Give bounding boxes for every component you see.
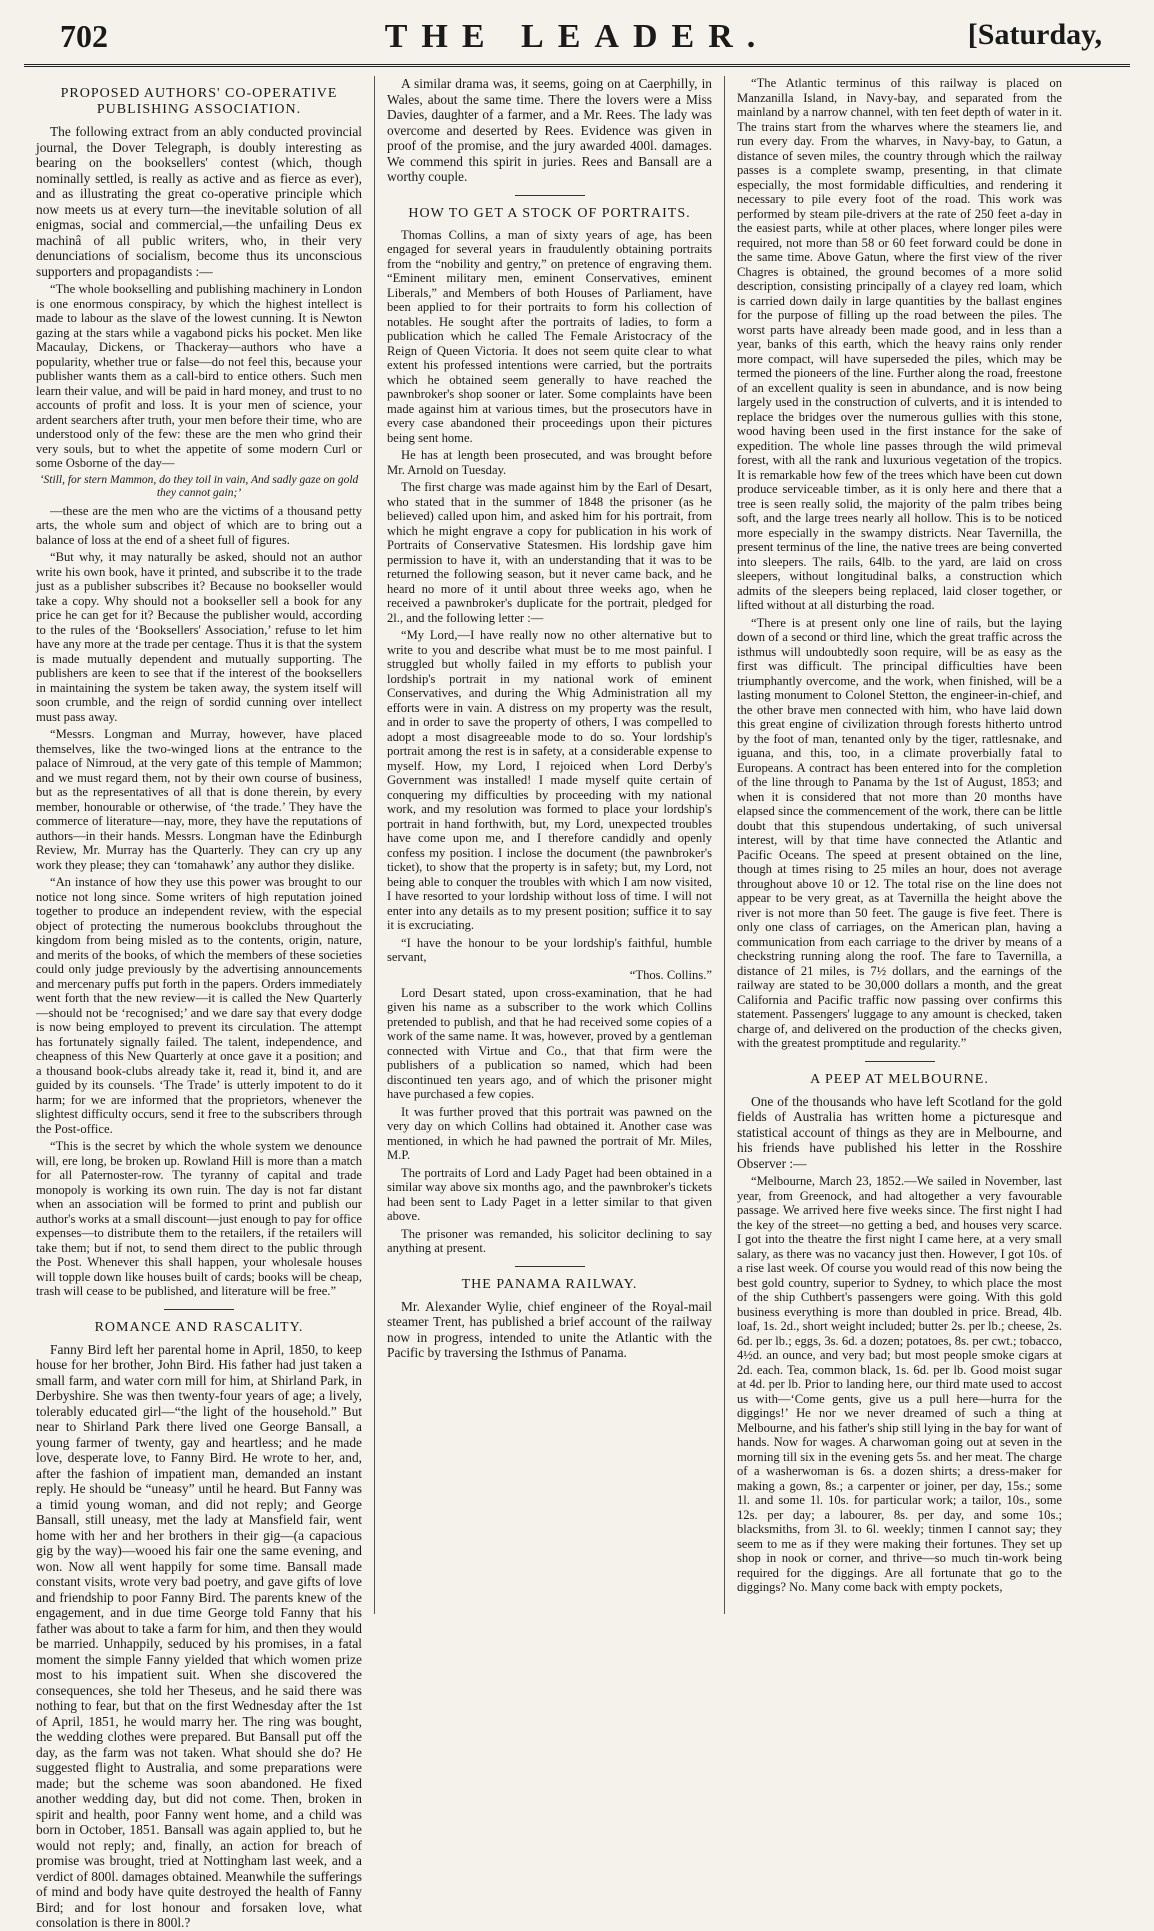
quoted-paragraph: “The Atlantic terminus of this railway is placed on Manzanilla Island, in Navy-bay, and separated from the mainland by a narrow channel, with ten feet depth of water in it. The trains start from the wharves where the steamers lie, and run every day. From the wharves, in Navy-bay, to Gatun, a distance of seven miles, the country through which the railway passes is a complete swamp, presenting, in that climate especially, the most formidable difficulties, and rendering it necessary to pile every foot of the road. This work was performed by steam pile-drivers at the rate of 250 feet a-day in the easiest parts, while at other places, where longer piles were required, not more than 58 or 60 feet forward could be done in the same time. Above Gatun, where the first view of the river Chagres is obtained, the ground becomes of a more solid description, consisting principally of a clayey red loam, which is carried down daily in large quantities by the ballast engines for the purpose of filling up the road between the piles. The worst parts have already been made good, and in less than a year, banks of this earth, which the heavy rains only render more compact, will have superseded the piles, which may be termed the pioneers of the line. Further along the road, freestone of an excellent quality is seen in abundance, and is now being largely used in the construction of culverts, and it is intended to replace the bridges over the numerous gullies with this stone, wood having been used in the first instance for the sake of expedition. The whole line passes through the wild primeval forest, with all the rank and luxurious vegetation of the tropics. It is remarkable how few of the trees which have been cut down produce serviceable timber, as it is only here and there that a tree is seen really solid, the majority of the palm tribes being soft, and the large trees nearly all hollow. This is to be noticed more especially in the swampy districts. Near Tavernilla, the present terminus of the line, the native trees are being converted into sleepers. The rails, 64lb. to the yard, are laid on cross sleepers, without longitudinal balks, a construction which admits of the sleepers being replaced, laid closer together, or lifted without at all disturbing the road. — [737, 76, 1062, 612]
paragraph: Lord Desart stated, upon cross-examination, that he had given his name as a subscriber to the work which Collins pretended to publish, and that he had received some copies of a work of the same name. It was, however, proved by a gentleman connected with Virtue and Co., that that firm were the publishers of a publication so named, which had been discontinued ten years ago, and of which the prisoner might have purchased a few copies. — [387, 985, 712, 1101]
article-title: HOW TO GET A STOCK OF PORTRAITS. — [408, 205, 691, 221]
paragraph: The first charge was made against him by the Earl of Desart, who stated that in the summer of 1848 the prisoner (as he believed) called upon him, and asked him for his portrait, from which he might engrave a copy for publication in his work of Portraits of Conservative Statesmen. His lordship gave him permission to have it, with an understanding that it was to be returned the following season, but it never came back, and he heard no more of it until about three weeks ago, when he received a pawnbroker's duplicate for the portrait, pledged for 2l., and the following letter :— — [387, 480, 712, 625]
quoted-paragraph: “An instance of how they use this power was brought to our notice not long since. Some writers of high reputation joined together to produce an independent review, with the especial object of protecting the numerous bookclubs throughout the kingdom from being misled as to the contents, origin, nature, and merits of the books, of which the members of these societies could only judge previously by the advertising announcements and mercenary puffs put forth in the papers. Orders immediately went forth that the new review—it is called the New Quarterly—should not be ‘recognised;’ and we dare say that every dodge is now being employed to prevent its circulation. The attempt has fortunately signally failed. The talent, independence, and cheapness of this New Quarterly at once gave it a position; and a thousand book-clubs already take it, read it, bind it, and are guided by its counsels. ‘The Trade’ is utterly impotent to do it harm; for we are informed that the proprietors, whenever the slightest difficulty occurs, send it free to the subscribers through the Post-office. — [36, 875, 362, 1136]
quoted-paragraph: “This is the secret by which the whole system we denounce will, ere long, be broken up. Rowland Hill is more than a match for all Paternoster-row. The tyranny of capital and trade monopoly is working its own ruin. The day is not far distant when an association will be formed to print and publish our author's works at a small discount—just enough to pay for office expenses—to distribute them to the retailers, if the retailers will take them; but if not, to send them direct to the public through the Post. Whenever this shall happen, your wholesale houses will topple down like houses built of cards; books will be cheap, trash will cease to be published, and literature will be free.” — [36, 1139, 362, 1298]
divider — [164, 1309, 234, 1310]
divider — [515, 1266, 585, 1267]
page-number: 702 — [60, 18, 108, 54]
issue-day: [Saturday, — [967, 18, 1102, 51]
verse: ‘Still, for stern Mammon, do they toil in vain, And sadly gaze on gold they cannot gain;’ — [39, 473, 359, 499]
columns — [24, 76, 1130, 1930]
column-1 — [24, 76, 374, 1930]
divider — [865, 1061, 935, 1062]
quoted-paragraph: “There is at present only one line of rails, but the laying down of a second or third line, which the great traffic across the isthmus will undoubtedly soon require, will be as easy as the first was difficult. The principal difficulties have been triumphantly overcome, and the work, when finished, will be a lasting monument to Colonel Stetton, the engineer-in-chief, and the other brave men connected with him, who have laid down this great engine of civilization through forests hitherto untrod by the foot of man, tenanted only by the tiger, rattlesnake, and iguana, and this, too, in a climate proverbially fatal to Europeans. A contract has been entered into for the completion of the line through to Panama by the 1st of August, 1853; and when it is considered that not more than 20 months have elapsed since the commencement of the work, there can be little doubt that this stupendous undertaking, of such universal interest, will by that time have connected the Atlantic and Pacific Oceans. The speed at present obtained on the line, though at times rising to 25 miles an hour, does not average throughout above 10 or 12. The total rise on the line does not appear to be very great, as at Tavernilla the height above the river is not more than 50 feet. The gauge is five feet. There is only one class of carriages, on the American plan, having a communication from each carriage to the driver by means of a checkstring running along the roof. The fare to Tavernilla, a distance of 21 miles, is 7½ dollars, and the earnings of the railway are stated to be 30,000 dollars a month, and the great California and Pacific traffic now passing over confirms this statement. Passengers' luggage to any amount is checked, taken charge of, and delivered on the production of the checks given, with the greatest promptitude and regularity.” — [737, 615, 1062, 1050]
paragraph: One of the thousands who have left Scotland for the gold fields of Australia has written home a picturesque and statistical account of things as they are in Melbourne, and his friends have published his letter in the Rosshire Observer :— — [737, 1093, 1062, 1171]
paragraph: A similar drama was, it seems, going on at Caerphilly, in Wales, about the same time. There the lovers were a Miss Davies, daughter of a farmer, and a Mr. Rees. The lady was overcome and deserted by Rees. Evidence was given in proof of the promise, and the jury awarded 400l. damages. We commend this spirit in juries. Rees and Bansall are a worthy couple. — [387, 76, 712, 184]
letter-paragraph: “My Lord,—I have really now no other alternative but to write to you and describe what must be to me most painful. I struggled but wholly failed in my efforts to publish your lordship's portrait in my national work of eminent Conservatives, and during the Whig Administration all my efforts were in vain. A distress on my property was the result, and in order to save the property of others, I was compelled to adopt a most disagreeable mode to do so. Your lordship's portrait among the rest is in safety, at a considerable expense to myself. How, my Lord, I rejoiced when Lord Derby's Government was installed! I made myself quite certain of conquering my difficulties by proceeding with my national work, and my resolution was formed to place your lordship's portrait in hand forthwith, but, my Lord, unexpected troubles have come upon me, and I therefore candidly and openly confess my position. I inclose the document (the pawnbroker's ticket), to show that the property is in safety; but, my Lord, not being able to conquer the troubles with which I am now visited, I have resorted to your lordship without loss of time. I will not enter into any details as to my present position; suffice it to say it is excruciating. — [387, 628, 712, 932]
letter-signature: “Thos. Collins.” — [629, 967, 712, 982]
page-header — [24, 0, 1130, 67]
paragraph: The prisoner was remanded, his solicitor declining to say anything at present. — [387, 1226, 712, 1255]
divider — [515, 195, 585, 196]
quoted-paragraph: “Messrs. Longman and Murray, however, have placed themselves, like the two-winged lions at the entrance to the palace of Nimroud, at the very gate of this temple of Mammon; and we must regard them, not by their own course of business, but as the representatives of all that is done therein, by every member, honourable or otherwise, of ‘the trade.’ They have the commerce of literature—nay, more, they have the reputations of authors—in their hands. Messrs. Longman have the Edinburgh Review, Mr. Murray has the Quarterly. They can cry up any work they please; they can ‘tomahawk’ any author they dislike. — [36, 727, 362, 872]
article-title: PROPOSED AUTHORS' CO-OPERATIVE PUBLISHING ASSOCIATION. — [60, 86, 338, 117]
paragraph: Mr. Alexander Wylie, chief engineer of the Royal-mail steamer Trent, has published a brief account of the railway now in progress, intended to unite the Atlantic with the Pacific by traversing the Isthmus of Panama. — [387, 1298, 712, 1360]
quoted-paragraph: “But why, it may naturally be asked, should not an author write his own book, have it printed, and subscribe it to the trade just as a publisher subscribes it? Because no bookseller would take a copy. Why should not a bookseller sell a book for any price he can get for it? Because the publisher would, according to the rules of the ‘Booksellers' Association,’ refuse to let him have any more at the trade per centage. Thus it is that the system is made mutually dependent and mutually supporting. The publishers are keen to see that if the interest of the booksellers in maintaining the system be taken away, the system itself will soon crumble, and the reign of sordid cunning over intellect must pass away. — [36, 550, 362, 724]
article-title: ROMANCE AND RASCALITY. — [94, 1319, 304, 1335]
paragraph: It was further proved that this portrait was pawned on the very day on which Collins had obtained it. Another case was mentioned, in which he had pawned the portrait of Mr. Miles, M.P. — [387, 1104, 712, 1162]
newspaper-title: THE LEADER. — [384, 18, 770, 55]
article-title: THE PANAMA RAILWAY. — [461, 1276, 638, 1292]
column-2 — [374, 76, 724, 1614]
paragraph: Fanny Bird left her parental home in April, 1850, to keep house for her brother, John Bird. His father had just taken a small farm, and water corn mill for him, at Shirland Park, in Derbyshire. She was then twenty-four years of age; a lively, tolerably educated girl—“the light of the household.” But near to Shirland Park there lived one George Bansall, a young farmer of twenty, gay and heartless; and he made love, desperate love, to Fanny Bird. He wrote to her, and, after the fashion of impatient man, demanded an instant reply. He should be “uneasy” until he heard. But Fanny was a timid young woman, and did not reply; and George Bansall, still uneasy, met the lady at Mansfield fair, went home with her and her brothers in their gig—(a capacious gig by the way)—wooed his fair one the same evening, and won. Now all went happily for some time. Bansall made constant visits, wrote very bad poetry, and gave gifts of love and friendship to poor Fanny Bird. The parents knew of the engagement, and in due time George told Fanny that his father was about to take a farm for him, and then they would be married. Unhappily, seduced by his promises, in a fatal moment the simple Fanny yielded that which women prize most to his impatient suit. When she discovered the consequences, she told her Theseus, and he said there was nothing to fear, but that on the first Wednesday after the 1st of April, 1851, he would marry her. The ring was bought, the wedding clothes were prepared. But Bansall put off the day, as the farm was not taken. What should she do? He suggested flight to Australia, and some preparations were made; but the scheme was soon abandoned. He fixed another wedding day, but did not come. Then, broken in spirit and health, poor Fanny went home, and a child was born in October, 1851. Bansall was again applied to, but he would not reply; and, finally, an action for breach of promise was brought, tried at Nottingham last week, and a verdict of 800l. damages obtained. Meanwhile the sufferings of mind and body have quite destroyed the health of Fanny Bird; and for lost honour and forsaken love, what consolation is there in 800l.? — [36, 1341, 362, 1930]
column-3 — [724, 76, 1074, 1614]
paragraph: Thomas Collins, a man of sixty years of age, has been engaged for several years in fraudulently obtaining portraits from the “nobility and gentry,” on pretence of engraving them. “Eminent military men, eminent Conservatives, eminent Liberals,” and Members of both Houses of Parliament, have been applied to for their portraits to form his collection of notables. He sought after the portraits of ladies, to form a publication which he called The Female Aristocracy of the Reign of Queen Victoria. It does not seem quite clear to what extent his professed intentions were carried, but the portraits which he obtained seem generally to have reached the pawnbroker's shop sooner or later. Some complaints have been made against him at various times, but the prosecutors have in every case abandoned their proceedings upon their pictures being sent home. — [387, 227, 712, 445]
paragraph: The portraits of Lord and Lady Paget had been obtained in a similar way above six months ago, and the pawnbroker's tickets had been sent to Lady Paget in a letter similar to that given above. — [387, 1165, 712, 1223]
quoted-paragraph: “The whole bookselling and publishing machinery in London is one enormous conspiracy, by which the highest intellect is made to labour as the slave of the lowest cunning. It is Newton gazing at the stars while a vagabond picks his pocket. Men like Macaulay, Dickens, or Thackeray—authors who have a popularity, whether true or false—do not feel this, because your publisher wants them as a call-bird to entice others. Such men learn their value, and will be paid in hard money, and trust to no accounts of profit and loss. It is your men of science, your ardent searchers after truth, your men before their time, who are understood only of the few: these are the men who grind their very souls, but to whet the appetite of some modern Curl or some Osborne of the day— — [36, 282, 362, 470]
quoted-paragraph: “Melbourne, March 23, 1852.—We sailed in November, last year, from Greenock, and had altogether a very favourable passage. We arrived here five weeks since. The first night I had the key of the street—no getting a bed, and houses very scarce. I got into the theatre the first night I came here, at a very small salary, as there was no vacancy just then. However, I got 10s. of a rise last week. Of course you would read of this now being the best gold country, superior to Sydney, to which place the most of the ship Cuthbert's passengers were going. With this gold business everything is more than doubled in price. Bread, 4lb. loaf, 1s. 2d., short weight included; butter 2s. per lb.; cheese, 2s. 6d. per lb.; eggs, 3s. 6d. a dozen; potatoes, 8s. per cwt.; tobacco, 4½d. an ounce, and very bad; but most people smoke cigars at 2d. each. Tea, common black, 1s. 6d. per lb. Good moist sugar at 4d. per lb. Prior to landing here, our third mate used to accost us with—‘Come gents, give us a pull here—hurra for the diggings!’ He nor we never dreamed of such a thing at Melbourne, and his father's ship still lying in the bay for want of hands. Now for wages. A charwoman going out at seven in the morning till six in the evening gets 5s. and her meat. The charge of a washerwoman is 6s. a dozen shirts; a dress-maker for making a gown, 8s.; a carpenter or joiner, per day, 15s.; some 1l. and some 1l. 10s. for particular work; a tailor, 10s., some 12s. per day; a labourer, 8s. per day, and some 10s.; blacksmiths, from 3l. to 6l. weekly; tinmen I cannot say; they seem to me as if they were making their fortunes. They set up shop in nook or corner, and thrive—so much tin-work being required for the diggings. Are all fortunate that go to the diggings? No. Many come back with empty pockets, — [737, 1174, 1062, 1594]
paragraph: The following extract from an ably conducted provincial journal, the Dover Telegraph, is doubly interesting as bearing on the booksellers' contest (which, though nominally settled, is really as active and as fierce as ever), and as illustrating the great co-operative principle which now meets us at every turn—the inevitable solution of all enigmas, social and commercial,—the unfailing Deus ex machinâ of all public writers, who, in their very denunciations of socialism, become thus its unconscious supporters and propagandists :— — [36, 124, 362, 279]
quoted-paragraph: —these are the men who are the victims of a thousand petty arts, the whole sum and object of which are to bring out a balance of loss at the end of a sheet full of figures. — [36, 503, 362, 547]
paragraph: He has at length been prosecuted, and was brought before Mr. Arnold on Tuesday. — [387, 448, 712, 477]
letter-closing: “I have the honour to be your lordship's faithful, humble servant, — [387, 935, 712, 964]
article-title: A PEEP AT MELBOURNE. — [810, 1071, 989, 1087]
